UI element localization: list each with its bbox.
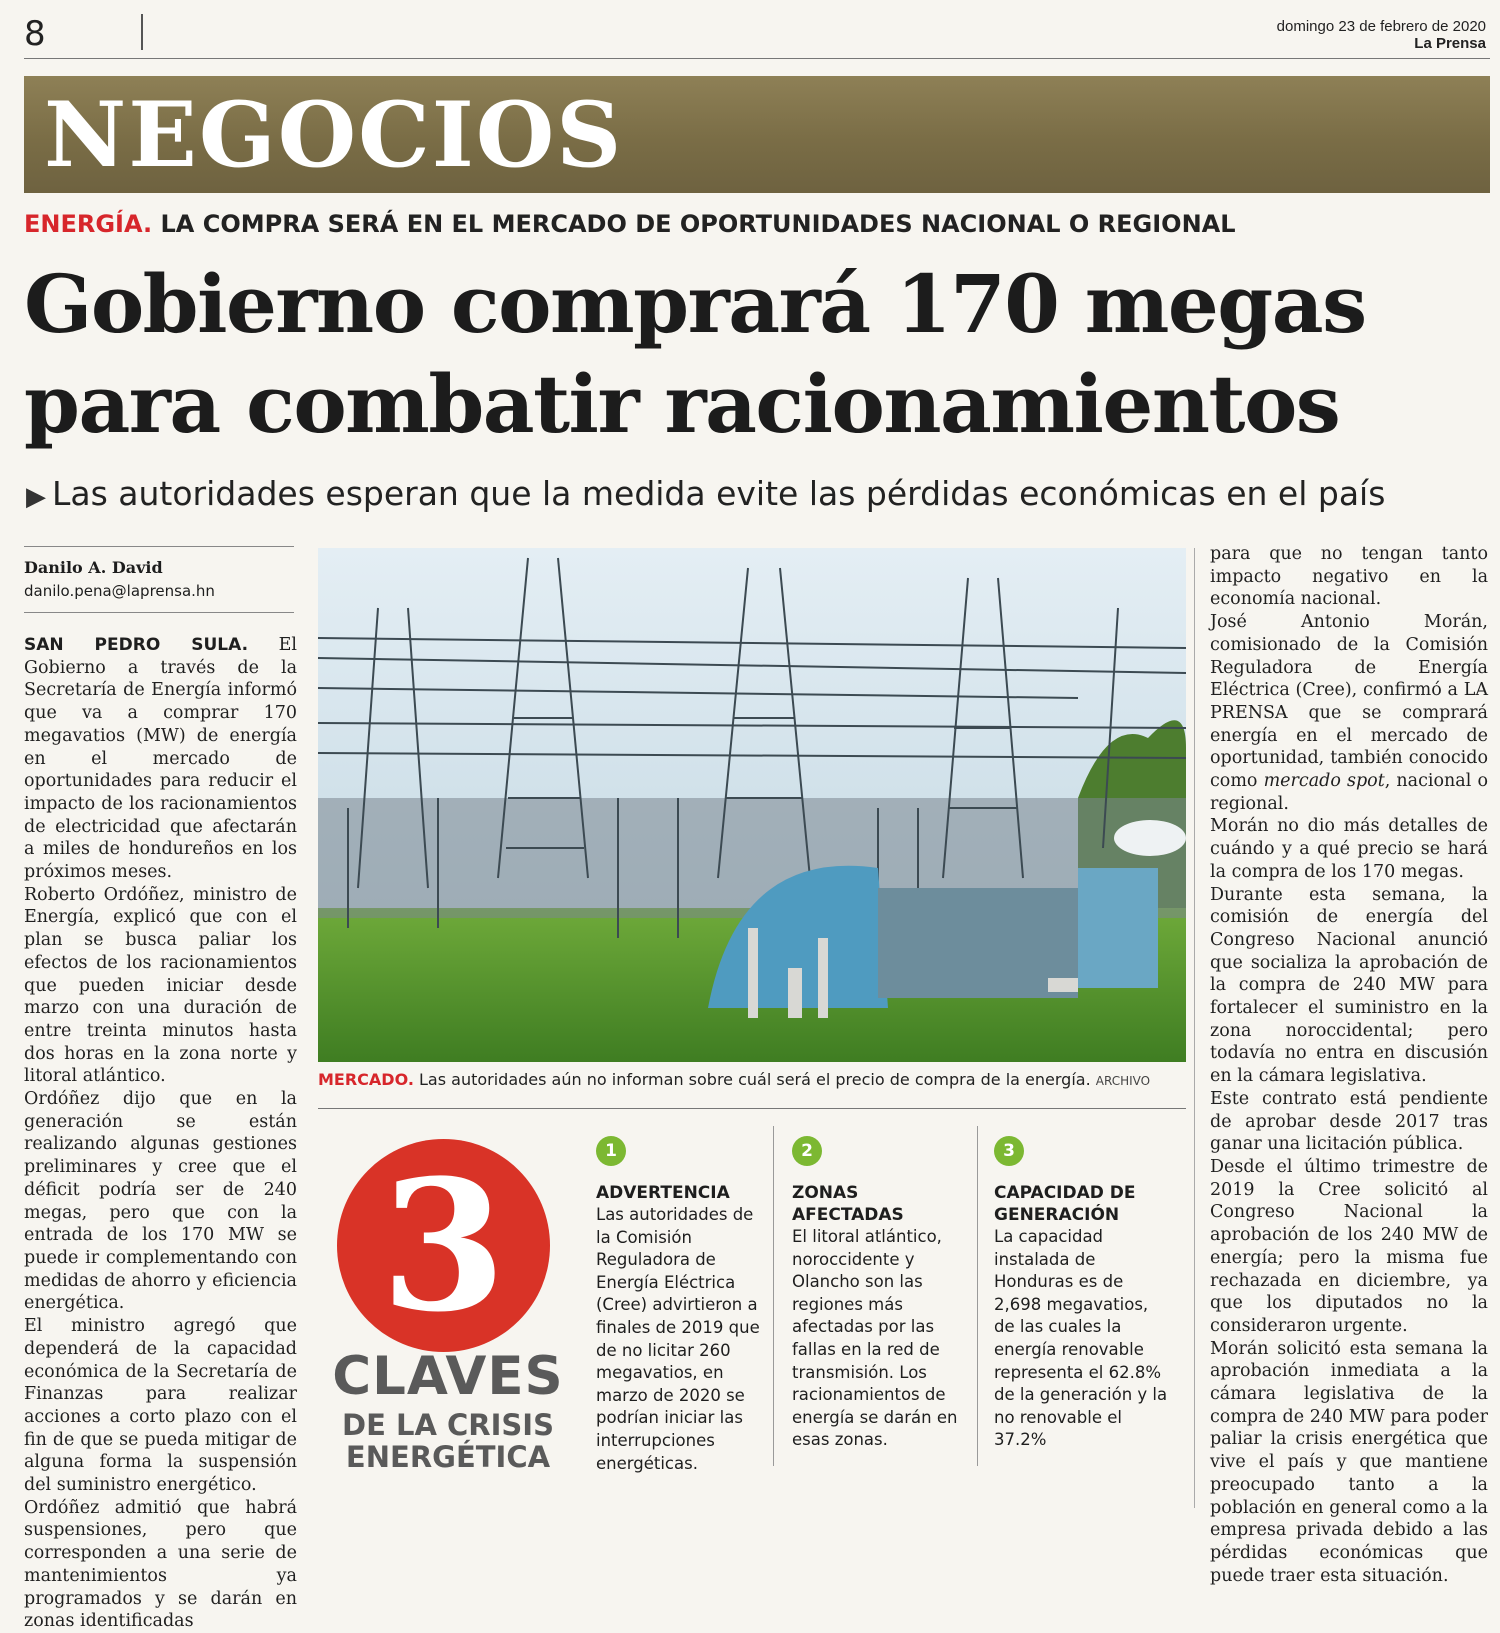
- subheadline-text: Las autoridades esperan que la medida evite las pérdidas económicas en el país: [52, 474, 1386, 513]
- paragraph: Durante esta semana, la comisión de energía del Congreso Nacional anunció que socializa la aprobación de la compra de 240 MW para fortalecer el suministro en la zona noroccidental; pero todavía no entra en discusión en la cámara legislativa.: [1210, 884, 1488, 1087]
- publication-date: domingo 23 de febrero de 2020: [1276, 18, 1486, 35]
- clave-title: ADVERTENCIA: [596, 1183, 730, 1203]
- paragraph-text: , nacional o regional.: [1210, 771, 1488, 814]
- paragraph: Desde el último trimestre de 2019 la Cree solicitó al Congreso Nacional la aprobación de los 240 MW de energía; pero la misma fue rechazada en diciembre, ya que los diputados no la consideraron urgente.: [1210, 1156, 1488, 1336]
- byline-rule-bottom: [24, 612, 294, 613]
- dateline: SAN PEDRO SULA.: [24, 635, 249, 655]
- claves-number-circle: [337, 1139, 550, 1352]
- photo-credit: ARCHIVO: [1095, 1074, 1151, 1088]
- clave-item: [994, 1136, 1174, 1452]
- clave-item: [792, 1136, 967, 1452]
- triangle-bullet-icon: ▶: [26, 482, 46, 512]
- header-divider: [141, 14, 143, 50]
- byline-rule: [24, 546, 294, 547]
- paragraph: Roberto Ordóñez, ministro de Energía, explicó que con el plan se busca paliar los efectos de los racionamientos que pueden iniciar desde marzo con una duración de entre treinta minutos hasta dos horas en la zona norte y litoral atlántico.: [24, 884, 297, 1087]
- claves-top-rule: [318, 1108, 1186, 1109]
- clave-divider: [977, 1126, 978, 1466]
- clave-number-badge: 3: [994, 1136, 1024, 1166]
- clave-divider: [773, 1126, 774, 1466]
- page-number: 8: [24, 14, 46, 54]
- paragraph: [1210, 611, 1488, 815]
- clave-number-badge: 1: [596, 1136, 626, 1166]
- clave-text: La capacidad instalada de Honduras es de 2,698 megavatios, de las cuales la energía renovable representa el 62.8% de la generación y la no renovable el 37.2%: [994, 1227, 1168, 1450]
- claves-number: 3: [380, 1141, 507, 1352]
- kicker: [24, 210, 1236, 238]
- paragraph: Ordóñez dijo que en la generación se están realizando algunas gestiones preliminares y cree que el déficit podría ser de 240 megas, pero que con la entrada de los 170 MW se puede ir complementando con medidas de ahorro y eficiencia energética.: [24, 1089, 297, 1314]
- paragraph-text: José Antonio Morán, comisionado de la Comisión Reguladora de Energía Eléctrica (Cree), confirmó a LA PRENSA que se comprará energía en el mercado de oportunidad, también conocido como: [1210, 612, 1488, 792]
- paragraph: Ordóñez admitió que habrá suspensiones, pero que corresponden a una serie de mantenimientos ya programados y se darán en zonas identificadas: [24, 1497, 297, 1632]
- clave-number-badge: 2: [792, 1136, 822, 1166]
- clave-title: ZONAS AFECTADAS: [792, 1183, 904, 1225]
- header-rule: [24, 58, 1490, 59]
- substation-photo: [318, 548, 1186, 1062]
- italic-term: mercado spot: [1263, 771, 1385, 792]
- column-divider: [1194, 548, 1195, 1508]
- headline: [24, 254, 1484, 454]
- caption-text: Las autoridades aún no informan sobre cuál será el precio de compra de la energía.: [419, 1070, 1091, 1089]
- claves-subtitle-line-2: ENERGÉTICA: [345, 1440, 551, 1474]
- claves-word: CLAVES: [332, 1346, 564, 1407]
- clave-item: [596, 1136, 771, 1475]
- paragraph-text: El Gobierno a través de la Secretaría de Energía informó que va a comprar 170 megavatios (MW) de energía en el mercado de oportunidades para reducir el impacto de los racionamientos de electricidad que afectarán a miles de hondureños en los próximos meses.: [24, 635, 297, 883]
- paragraph: El ministro agregó que dependerá de la capacidad económica de la Secretaría de Finanzas para realizar acciones a corto plazo con el fin de que se pueda mitigar de alguna forma la suspensión del suministro energético.: [24, 1316, 297, 1496]
- caption-label: MERCADO.: [318, 1070, 414, 1089]
- kicker-category: ENERGÍA.: [24, 210, 153, 238]
- author-name: Danilo A. David: [24, 558, 163, 577]
- section-band: [24, 76, 1490, 193]
- clave-text: Las autoridades de la Comisión Reguladora de Energía Eléctrica (Cree) advirtieron a finales de 2019 que de no licitar 260 megavatios, en marzo de 2020 se podrían iniciar las interrupciones energéticas.: [596, 1205, 760, 1473]
- clave-text: El litoral atlántico, noroccidente y Olancho son las regiones más afectadas por las fallas en la red de transmisión. Los racionamientos de energía se darán en esas zonas.: [792, 1227, 958, 1450]
- paragraph: Morán solicitó esta semana la aprobación inmediata a la cámara legislativa de la compra de 240 MW para poder paliar la crisis energética que vive el país y que mantiene preocupado tanto a la población en general como a la empresa privada debido a las pérdidas económicas que puede traer esta situación.: [1210, 1338, 1488, 1586]
- clave-title: CAPACIDAD DE GENERACIÓN: [994, 1183, 1136, 1225]
- kicker-text: LA COMPRA SERÁ EN EL MERCADO DE OPORTUNIDADES NACIONAL O REGIONAL: [160, 210, 1236, 238]
- paragraph: Este contrato está pendiente de aprobar desde 2017 tras ganar una licitación pública.: [1210, 1088, 1488, 1155]
- paragraph: [24, 634, 297, 884]
- headline-line-2: para combatir racionamientos: [24, 357, 1340, 451]
- photo-caption: [318, 1070, 1198, 1089]
- article-column-right: [1210, 543, 1488, 1586]
- paragraph: Morán no dio más detalles de cuándo y a qué precio se hará la compra de los 170 megas.: [1210, 816, 1488, 882]
- headline-line-1: Gobierno comprará 170 megas: [24, 257, 1366, 351]
- newspaper-name: La Prensa: [1414, 35, 1486, 52]
- article-column-left: [24, 634, 297, 1632]
- claves-subtitle-line-1: DE LA CRISIS: [342, 1408, 554, 1442]
- section-title: NEGOCIOS: [44, 82, 624, 188]
- subheadline: [26, 474, 1385, 513]
- author-email[interactable]: danilo.pena@laprensa.hn: [24, 582, 215, 600]
- paragraph: para que no tengan tanto impacto negativo en la economía nacional.: [1210, 544, 1488, 610]
